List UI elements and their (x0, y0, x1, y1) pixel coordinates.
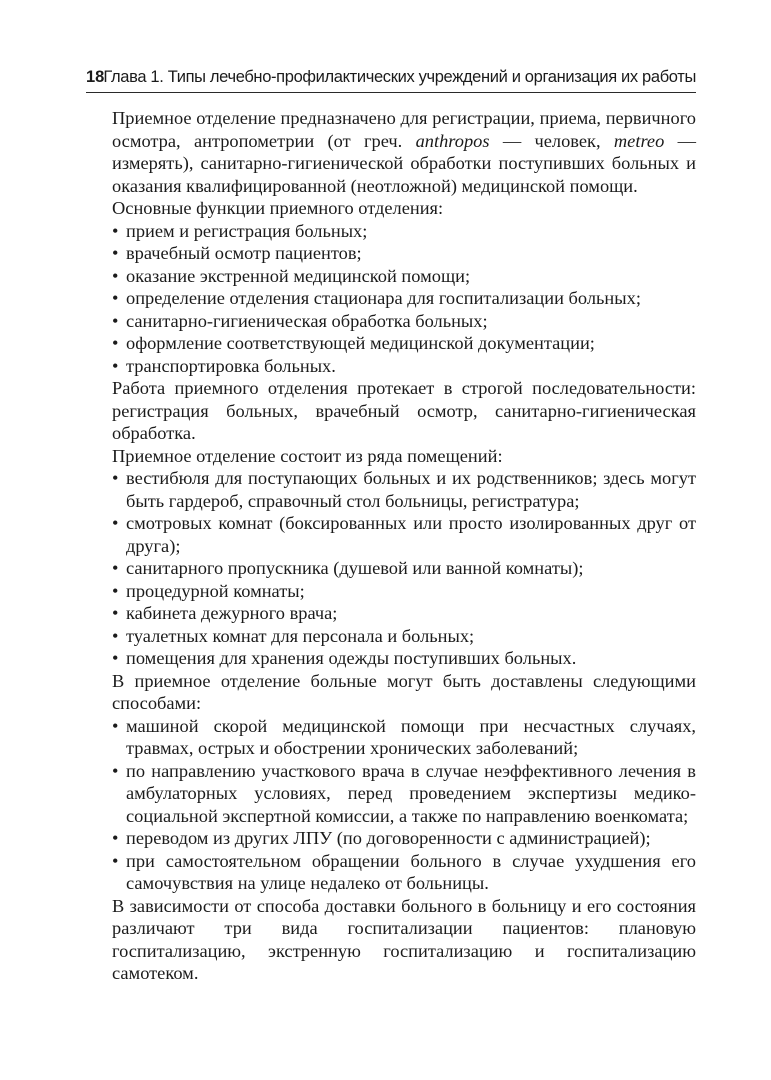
list-item (112, 220, 696, 243)
paragraph-sequence: Работа приемного отделения протекает в строгой последовательности: регистрация больных, врачебный осмотр, санитарно-гигиеническая обработка. (112, 378, 696, 443)
list-item (112, 850, 696, 895)
bullet-icon: • (112, 310, 119, 331)
bullet-icon: • (112, 625, 119, 646)
list-item (112, 355, 696, 378)
list-item-text: транспортировка больных. (126, 355, 336, 376)
list-item-text: оказание экстренной медицинской помощи; (126, 265, 471, 286)
paragraph-intro (112, 107, 696, 197)
list-item-text: вестибюля для поступающих больных и их родственников; здесь могут быть гардероб, справочный стол больницы, регистратура; (126, 468, 696, 511)
functions-intro: Основные функции приемного отделения: (112, 198, 444, 218)
list-item-text: врачебный осмотр пациентов; (126, 243, 362, 263)
bullet-icon: • (112, 288, 119, 308)
rooms-list (112, 467, 696, 670)
bullet-icon: • (112, 265, 119, 286)
bullet-icon: • (112, 850, 119, 871)
list-item (112, 715, 696, 760)
list-item (112, 602, 696, 625)
list-item-text: туалетных комнат для персонала и больных; (126, 625, 475, 646)
list-item (112, 557, 696, 580)
list-item-text: определение отделения стационара для госпитализации больных; (126, 288, 641, 308)
bullet-icon: • (112, 715, 119, 736)
bullet-icon: • (112, 355, 119, 376)
list-item-text: оформление соответствующей медицинской документации; (126, 333, 595, 353)
bullet-icon: • (112, 220, 119, 241)
term-metreo: metreo (613, 130, 665, 151)
list-item (112, 512, 696, 557)
list-item (112, 647, 696, 670)
paragraph-hospitalization: В зависимости от способа доставки больного в больницу и его состояния различают три вида госпитализации пациентов: плановую госпитализацию, экстренную госпитализацию и госпитализацию самотеком. (112, 895, 696, 983)
list-item (112, 310, 696, 333)
delivery-intro: В приемное отделение больные могут быть доставлены следующими способами: (112, 670, 696, 713)
paragraph-intro-text-3: — измерять), санитарно-гигиенической обработки поступивших больных и оказания квалифицированной (неотложной) медицинской помощи. (112, 130, 696, 196)
bullet-icon: • (112, 243, 119, 263)
list-item (112, 467, 696, 512)
chapter-title: Глава 1. Типы лечебно-профилактических учреждений и организация их работы (103, 68, 696, 86)
bullet-icon: • (112, 333, 119, 353)
delivery-list (112, 715, 696, 895)
list-item-text: кабинета дежурного врача; (126, 603, 338, 623)
list-item (112, 242, 696, 265)
bullet-icon: • (112, 760, 119, 781)
paragraph-intro-text-1: Приемное отделение предназначено для регистрации, приема, первичного осмотра, антропометрии (от греч. (112, 108, 696, 151)
bullet-icon: • (112, 468, 119, 488)
rooms-intro: Приемное отделение состоит из ряда помещений: (112, 445, 503, 466)
bullet-icon: • (112, 580, 119, 601)
list-item-text: при самостоятельном обращении больного в случае ухудшения его самочувствия на улице недалеко от больницы. (126, 850, 696, 893)
list-item-text: процедурной комнаты; (126, 580, 305, 601)
list-item (112, 332, 696, 355)
list-item-text: машиной скорой медицинской помощи при несчастных случаях, травмах, острых и обострении хронических заболеваний; (126, 715, 696, 758)
page-header (86, 64, 696, 93)
list-item-text: санитарного пропускника (душевой или ванной комнаты); (126, 558, 584, 578)
list-item (112, 827, 696, 850)
page-number: 18 (86, 68, 105, 86)
bullet-icon: • (112, 558, 119, 578)
list-item (112, 287, 696, 310)
list-item (112, 265, 696, 288)
list-item-text: санитарно-гигиеническая обработка больных; (126, 310, 488, 331)
bullet-icon: • (112, 828, 119, 848)
list-item-text: смотровых комнат (боксированных или просто изолированных друг от друга); (126, 513, 696, 556)
list-item (112, 760, 696, 828)
bullet-icon: • (112, 603, 119, 623)
list-item (112, 625, 696, 648)
list-item-text: переводом из других ЛПУ (по договоренности с администрацией); (126, 828, 651, 848)
bullet-icon: • (112, 648, 119, 668)
term-anthropos: anthropos (415, 130, 490, 151)
functions-list (112, 220, 696, 378)
list-item-text: прием и регистрация больных; (126, 220, 368, 241)
list-item-text: по направлению участкового врача в случае неэффективного лечения в амбулаторных условиях, перед проведением экспертизы медико-социальной экспертной комиссии, а также по направлению военкомата; (126, 760, 696, 826)
list-item-text: помещения для хранения одежды поступивших больных. (126, 648, 577, 668)
list-item (112, 580, 696, 603)
bullet-icon: • (112, 513, 119, 533)
page-body (112, 107, 696, 985)
paragraph-intro-text-2: — человек, (489, 130, 614, 151)
